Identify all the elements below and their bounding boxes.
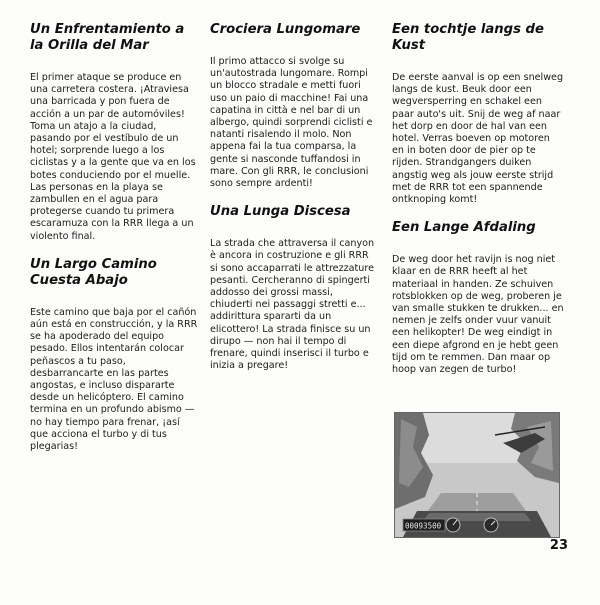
spanish-heading-2: Un Largo Camino Cuesta Abajo bbox=[30, 256, 157, 288]
dutch-body-1: De eerste aanval is op een snelweg langs de kust. Beuk door een wegversperring en schakel een paar auto's uit. Snij de weg af naar het dorp en door de hal van een hotel. Verras boeven op motoren en in boten door de pier op te rijden. Strandgangers duiken angstig weg als jouw eerste strijd met de RRR tot een spannende ontknoping komt! bbox=[392, 72, 564, 206]
dutch-heading-2: Een Lange Afdaling bbox=[392, 220, 536, 236]
italian-body-2: La strada che attraversa il canyon è ancora in costruzione e gli RRR si sono accaparrati le attrezzature pesanti. Cercheranno di spingerti addosso dei grossi massi, chiuderti nei passaggi stretti e... addirittura spararti da un elicottero! La strada finisce su un dirupo — non hai il tempo di frenare, quindi inserisci il turbo e inizia a pregare! bbox=[210, 238, 375, 372]
spanish-column bbox=[30, 22, 198, 467]
spanish-body-1: El primer ataque se produce en una carretera costera. ¡Atraviesa una barricada y pon fuera de acción a un par de automóviles! Toma un atajo a la ciudad, pasando por el vestíbulo de un hotel; sorprende luego a los ciclistas y a la gente que va en los botes conduciendo por el muelle. Las personas en la playa se zambullen en el agua para protegerse cuando tu primera escaramuza con la RRR llega a un violento final. bbox=[30, 72, 196, 242]
score-readout: 00093500 bbox=[405, 521, 442, 531]
dutch-heading-1: Een tochtje langs de Kust bbox=[392, 22, 544, 53]
italian-column bbox=[210, 22, 378, 386]
spanish-body-2: Este camino que baja por el cañón aún está en construcción, y la RRR se ha apoderado del equipo pesado. Ellos intentarán colocar peñascos a tu paso, desbarrancarte en las partes angostas, e incluso dispararte desde un helicóptero. El camino termina en un profundo abismo — no hay tiempo para frenar, ¡así que acciona el turbo y di tus plegarias! bbox=[30, 306, 198, 453]
game-screenshot bbox=[394, 412, 560, 538]
game-scene-image bbox=[395, 413, 559, 537]
italian-body-1: Il primo attacco si svolge su un'autostrada lungomare. Rompi un blocco stradale e metti fuori uso un paio di macchine! Fai una capatina in città e nel bar di un albergo, quindi sorprendi ciclisti e natanti risalendo il molo. Non appena fai la tua comparsa, la gente si nasconde tuffandosi in mare. Con gli RRR, le conclusioni sono sempre ardenti! bbox=[210, 56, 373, 190]
italian-heading-2: Una Lunga Discesa bbox=[210, 204, 351, 220]
italian-heading-1: Crociera Lungomare bbox=[210, 22, 361, 37]
spanish-heading-1: Un Enfrentamiento a la Orilla del Mar bbox=[30, 22, 185, 53]
dutch-column bbox=[392, 22, 564, 390]
dutch-body-2: De weg door het ravijn is nog niet klaar en de RRR heeft al het materiaal in handen. Ze schuiven rotsblokken op de weg, proberen je van smalle stukken te drukken... en nemen je zelfs onder vuur vanuit een helikopter! De weg eindigt in een diepe afgrond en je hebt geen tijd om te remmen. Dan maar op hoop van zegen de turbo! bbox=[392, 254, 564, 376]
page-number: 23 bbox=[549, 538, 568, 553]
